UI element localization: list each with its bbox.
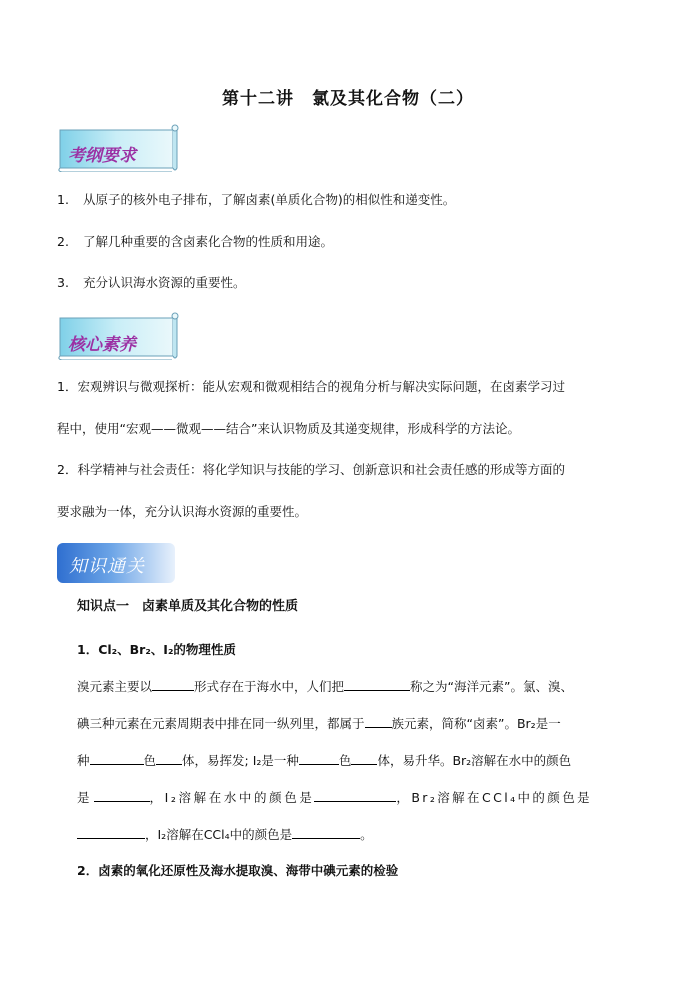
knowledge-banner-label: 知识通关: [69, 556, 145, 577]
fill-blank: [351, 751, 377, 765]
core-item-1-line1: 1．宏观辨识与微观探析：能从宏观和微观相结合的视角分析与解决实际问题，在卤素学习过: [57, 379, 565, 394]
knowledge-point-heading: 知识点一 卤素单质及其化合物的性质: [77, 599, 299, 614]
fill-blank: [365, 714, 392, 728]
fill-blank: [94, 788, 150, 802]
syllabus-banner: [57, 124, 181, 172]
syllabus-item: 2. 了解几种重要的含卤素化合物的性质和用途。: [57, 234, 334, 249]
fill-blank: [77, 825, 145, 839]
section1-line3: 种 色 体，易挥发; I₂是一种 色 体，易升华。Br₂溶解在水中的颜色: [77, 753, 572, 768]
section1-line4: 是 ，I₂溶解在水中的颜色是 ，Br₂溶解在CCl₄中的颜色是: [77, 790, 592, 805]
section1-heading: 1．Cl₂、Br₂、I₂的物理性质: [77, 642, 236, 657]
syllabus-item: 1. 从原子的核外电子排布，了解卤素(单质化合物)的相似性和递变性。: [57, 192, 456, 207]
section2-heading: 2．卤素的氧化还原性及海水提取溴、海带中碘元素的检验: [77, 863, 399, 878]
syllabus-banner-label: 考纲要求: [68, 146, 136, 166]
core-item-2-line1: 2．科学精神与社会责任：将化学知识与技能的学习、创新意识和社会责任感的形成等方面的: [57, 462, 565, 477]
core-item-1-line2: 程中，使用“宏观——微观——结合”来认识物质及其递变规律，形成科学的方法论。: [57, 421, 520, 436]
core-item-2-line2: 要求融为一体，充分认识海水资源的重要性。: [57, 504, 308, 519]
fill-blank: [292, 825, 360, 839]
core-banner: [57, 312, 181, 360]
page-title: 第十二讲 氯及其化合物（二）: [222, 89, 474, 109]
section1-line5: ，I₂溶解在CCl₄中的颜色是 。: [77, 825, 373, 844]
fill-blank: [152, 677, 194, 691]
core-banner-label: 核心素养: [68, 335, 136, 355]
section1-line2: 碘三种元素在元素周期表中排在同一纵列里，都属于 族元素，简称“卤素”。Br₂是一: [77, 716, 561, 731]
syllabus-item: 3. 充分认识海水资源的重要性。: [57, 275, 246, 290]
fill-blank: [299, 751, 339, 765]
fill-blank: [156, 751, 182, 765]
section1-line1: 溴元素主要以 形式存在于海水中，人们把 称之为“海洋元素”。氯、溴、: [77, 679, 573, 694]
fill-blank: [344, 677, 410, 691]
fill-blank: [90, 751, 144, 765]
knowledge-banner: [57, 543, 175, 583]
fill-blank: [314, 788, 396, 802]
